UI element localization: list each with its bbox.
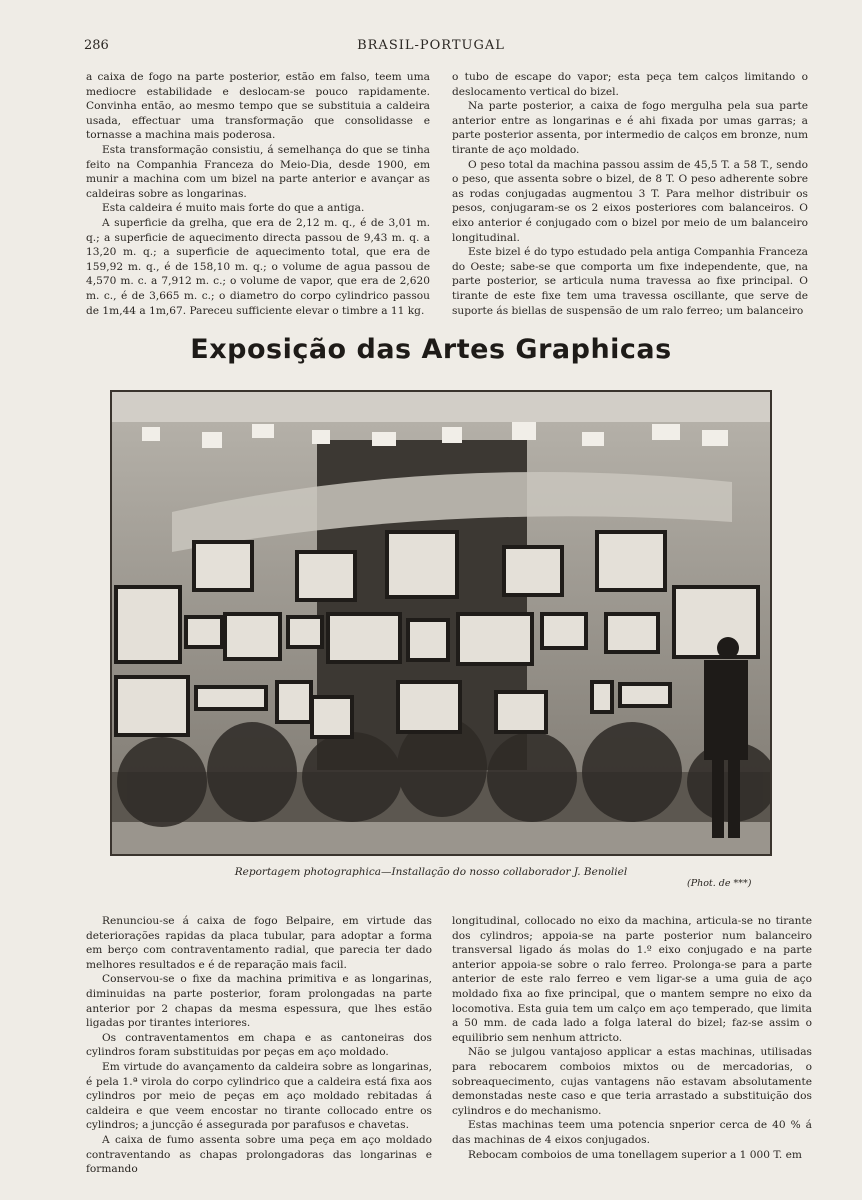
top-right-column [452, 70, 808, 318]
paragraph: Os contraventamentos em chapa e as cantoneiras dos cylindros foram substituidas por peças em aço moldado. [86, 1031, 432, 1059]
bottom-left-column [86, 914, 432, 1177]
paragraph: o tubo de escape do vapor; esta peça tem calços limitando o deslocamento vertical do bizel. [452, 71, 808, 98]
paragraph: Não se julgou vantajoso applicar a estas machinas, utilisadas para rebocarem comboios mixtos ou de mercadorias, o sobreaquecimento, cujas vantagens não estavam absolutamente demonstadas neste caso e que teria arrastado a substituição dos cylindros e do mechanismo. [452, 1046, 812, 1117]
paragraph: A superficie da grelha, que era de 2,12 m. q., é de 3,01 m. q.; a superficie de aquecimento directa passou de 9,43 m. q. a 13,20 m. q.; a superficie de aquecimento total, que era de 159,92 m. q., é de 158,10 m. q.; o volume de agua passou de 4,570 m. c. a 7,912 m. c.; o volume de vapor, que era de 2,620 m. c., é de 3,665 m. c.; o diametro do corpo cylindrico passou de 1m,44 a 1m,67. Pareceu sufficiente elevar o timbre a 11 kg. [86, 216, 430, 317]
exhibition-photograph [110, 390, 772, 856]
paragraph: longitudinal, collocado no eixo da machina, articula-se no tirante dos cylindros; appoia-se na parte posterior num balanceiro transversal ligado ás molas do 1.º eixo conjugado e na parte anterior appoia-se sobre o ralo ferreo. Prolonga-se para a parte anterior de este ralo ferreo e vem ligar-se a uma guia de aço moldado fixa ao fixe principal, que o mantem sempre no eixo da locomotiva. Esta guia tem um calço em aço temperado, que limita a 50 mm. de cada lado a folga lateral do bizel; faz-se assim o equilibrio sem nenhum attricto. [452, 915, 812, 1044]
photo-illustration [112, 392, 770, 854]
paragraph: Estas machinas teem uma potencia snperior cerca de 40 % á das machinas de 4 eixos conjugados. [452, 1119, 812, 1146]
paragraph: Conservou-se o fixe da machina primitiva e as longarinas, diminuidas na parte posterior, foram prolongadas na parte anterior por 2 chapas da mesma espessura, que lhes estão ligadas por tirantes interiores. [86, 973, 432, 1030]
paragraph: Em virtude do avançamento da caldeira sobre as longarinas, é pela 1.ª virola do corpo cylindrico que a caldeira está fixa aos cylindros por meio de peças em aço moldado rebitadas á caldeira e que veem encostar no tirante collocado entre os cylindros; a juncção é assegurada por parafusos e chavetas. [86, 1060, 432, 1132]
page-number: 286 [84, 38, 109, 53]
paragraph: Esta caldeira é muito mais forte do que a antiga. [102, 202, 365, 215]
paragraph: Rebocam comboios de uma tonellagem superior a 1 000 T. em [468, 1148, 802, 1161]
top-left-column [86, 70, 430, 318]
paragraph: O peso total da machina passou assim de 45,5 T. a 58 T., sendo o peso, que assenta sobre o bizel, de 8 T. O peso adherente sobre as rodas conjugadas augmentou 3 T. Para melhor distribuir os pesos, conjugaram-se os 2 eixos posteriores com balanceiros. O eixo anterior é conjugado com o bizel por meio de um balanceiro longitudinal. [452, 158, 808, 244]
photo-credit: (Phot. de ***) [687, 878, 752, 889]
paragraph: a caixa de fogo na parte posterior, estão em falso, teem uma mediocre estabilidade e deslocam-se pouco rapidamente. Convinha então, ao mesmo tempo que se substituia a caldeira usada, effectuar uma transformação que consolidasse e tornasse a machina mais poderosa. [86, 71, 430, 142]
paragraph: A caixa de fumo assenta sobre uma peça em aço moldado contraventando as chapas prolongadoras das longarinas e formando [86, 1133, 432, 1176]
photo-caption: Reportagem photographica—Installação do nosso collaborador J. Benoliel [234, 866, 628, 878]
running-head: BRASIL-PORTUGAL [357, 38, 505, 53]
paragraph: Na parte posterior, a caixa de fogo mergulha pela sua parte anterior entre as longarinas e é ahi fixada por umas garras; a parte posterior assenta, por intermedio de calços em bronze, num tirante de aço moldado. [452, 100, 808, 156]
paragraph: Renunciou-se á caixa de fogo Belpaire, em virtude das deteriorações rapidas da placa tubular, para adoptar a forma em berço com contraventamento radial, que parecia ter dado melhores resultados e é de reparação mais facil. [86, 915, 432, 971]
paragraph: Este bizel é do typo estudado pela antiga Companhia Franceza do Oeste; sabe-se que comporta um fixe independente, que, na parte posterior, se articula numa travessa ao fixe principal. O tirante de este fixe tem uma travessa oscillante, que serve de suporte ás biellas de suspensão de um ralo ferreo; um balanceiro [452, 246, 808, 317]
article-title: Exposição das Artes Graphicas [190, 334, 672, 365]
bottom-right-column [452, 914, 812, 1162]
paragraph: Esta transformação consistiu, á semelhança do que se tinha feito na Companhia Franceza do Meio-Dia, desde 1900, em munir a machina com um bizel na parte anterior e avançar as caldeiras sobre as longarinas. [86, 143, 430, 200]
